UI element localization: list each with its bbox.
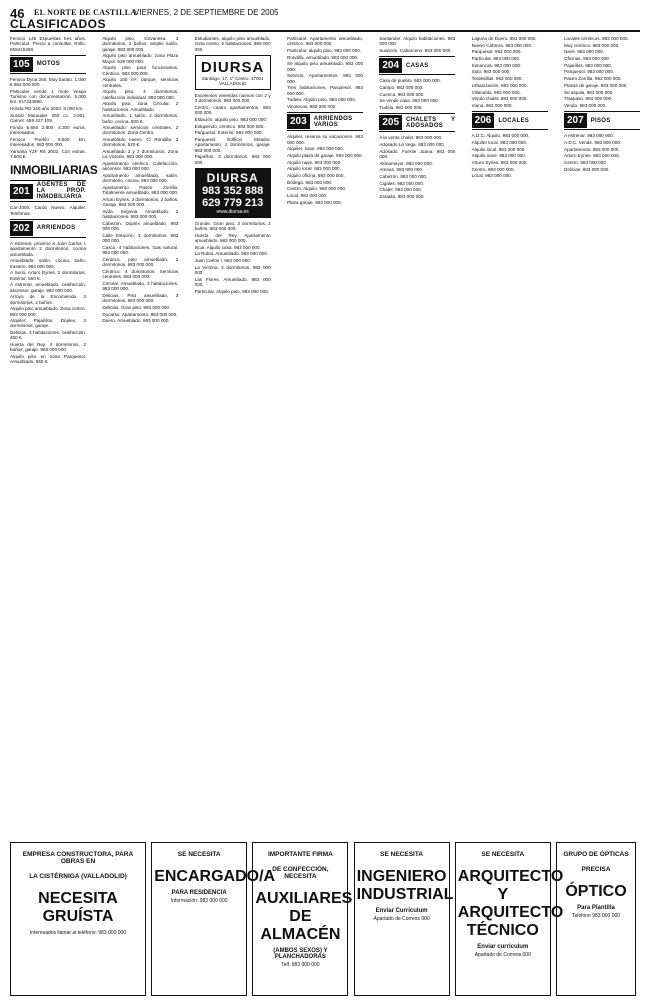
ad-contact: Apartado de Correos 000 [474, 952, 531, 958]
classified-ad: Arturo Eyries. 983 000 000. [471, 159, 528, 165]
section-heading [10, 219, 86, 238]
classified-ad: Duero. Amueblado. 983 000 000. [102, 318, 170, 324]
classified-ad: Centro. Alquilo. 983 000 000. [287, 186, 347, 192]
classified-ad: Plaza garaje. 983 000 000. [287, 199, 342, 205]
classified-ad: Alquilo local. 983 000 000. [471, 146, 526, 152]
section-name: LOCALES [498, 117, 530, 124]
classified-ad: Tres habitaciones, Parquesol. 983 000 000. [287, 85, 363, 96]
page-number: 46 [10, 6, 25, 21]
classified-ad: Amueblado nuevo. C/ Rondilla. 3 dormitorios. 520 €. [102, 137, 179, 148]
classified-ad: Ducarso. Apartamento. 983 000 000. [102, 311, 178, 317]
classified-ad: Casco. 4 habitaciones. Gas natural. 983 000 000. [102, 245, 179, 256]
classified-ad: A.D.C. Vende. 983 000 000. [564, 139, 622, 145]
section-name: CASAS [406, 62, 429, 69]
ad-title: ARQUITECTO Y ARQUITECTO TÉCNICO [457, 868, 564, 939]
ad-subtitle: Para Plantilla [577, 905, 615, 911]
classified-ad: Vendo. 983 000 000. [564, 102, 607, 108]
classified-ad: Pajarillos. 983 000 000. [564, 62, 613, 68]
agency-logo: DIURSA [200, 58, 265, 76]
ad-headline: SE NECESITA [177, 851, 221, 858]
agency-phone: 983 352 888 [202, 184, 264, 197]
classified-ad: Casa de pueblo. 983 000 000. [379, 78, 441, 84]
classified-ad: Apartamento. 983 000 000. [564, 146, 620, 152]
classified-ad: A estrenar, amueblado, calefacción, ascensor, garaje. 983 000 000. [10, 282, 86, 293]
display-ad [10, 842, 146, 996]
classified-ad: Alquilo local. 983 000 000. [287, 166, 341, 172]
classified-ad: Aldeamayor. 983 000 000. [379, 160, 433, 166]
ad-headline: LA CISTÉRNIGA (VALLADOLID) [29, 873, 127, 880]
classified-ad: Amueblado: salón, cocina, baño, trastero. 983 000 000. [10, 258, 86, 269]
classified-ad: Tudela. 983 000 000. [379, 105, 423, 111]
ad-title: ÓPTICO [565, 883, 627, 900]
classified-ad: Calle Estación, 3 dormitorios. 983 000 000. [102, 233, 179, 244]
classified-ad: Adosado. Fuente Juana. 983 000 000. [379, 148, 456, 159]
classified-ad: Circular. Amueblado, 3 habitaciones. 983 000 000. [102, 280, 179, 292]
ad-headline: SE NECESITA [481, 851, 525, 858]
classified-ad: Paseo Zorrilla. 983 000 000. [564, 76, 622, 82]
classified-ad: Apartamento Paseo Zorrilla. Totalmente amueblado. 983 000 000. [102, 185, 179, 196]
classified-ad: Cabezón. 983 000 000. [379, 174, 428, 180]
classified-ad: Huerta del Rey. 4 dormitorios, 2 baños, garaje. 983 000 000. [10, 342, 86, 353]
classified-ad: Alquilo plaza de garaje. 983 000 000. [287, 152, 363, 158]
classified-ad: Iscar. Alquilo casa. 983 000 000. [194, 244, 261, 250]
ad-title: INGENIERO INDUSTRIAL [356, 868, 454, 903]
classified-ad: Vendo chalet. 983 000 000. [471, 96, 528, 102]
classified-column [10, 36, 98, 838]
classified-ad: Alquilo piso, zona Circular. 2 habitaciones. Amueblado. [102, 101, 179, 112]
classified-ad: Las Flores. Amueblado. 983 000 000. [194, 276, 271, 288]
agency-banner [195, 55, 271, 90]
classified-ad: Yamaha YZF R6 2002. Con extras. 7.500 €. [10, 148, 86, 160]
classified-ad: Arenas. 983 000 000. [379, 167, 424, 173]
section-number: 205 [379, 115, 402, 130]
classified-ad: A estrenar. 983 000 000. [564, 133, 615, 139]
classified-ad: A Serió, Arturo Eyries. 2 dormitorios. Exterior. 560 €. [10, 270, 86, 281]
display-ad [252, 842, 353, 996]
classified-ad: Chalet. 983 000 000. [379, 187, 422, 193]
classified-ad: Soto. 983 000 000. [471, 69, 511, 75]
section-name: PISOS [590, 117, 611, 124]
classified-ad: Amueblado 3 y 2 dormitorios. Zona La Victoria. 983 000 000. [102, 149, 179, 160]
classified-ad: Alquilo nave. 983 000 000. [287, 159, 342, 165]
classified-ad: Bodega. 983 000 000. [287, 179, 333, 185]
newspaper-name: EL NORTE DE CASTILLA [34, 8, 137, 17]
section-heading [10, 180, 86, 202]
ad-headline: GRUPO DE ÓPTICAS [563, 851, 629, 858]
ad-subtitle: (AMBOS SEXOS) Y PLANCHADORAS [273, 948, 328, 960]
classified-ad: Arturo Eyries. 983 000 000. [564, 153, 620, 159]
ad-title: AUXILIARES DE ALMACÉN [255, 890, 353, 943]
section-name: MOTOS [36, 61, 61, 68]
classified-ad: Parquesol. 983 000 000. [564, 69, 615, 75]
classified-ad: Villanubla. 983 000 000. [471, 89, 521, 95]
classified-ad: Particular vende 1 moto Vespa Turismo con documentación. 5.000 km. 617234890. [10, 88, 86, 105]
classified-ad: La Rubia. Amueblado. 983 000 000. [194, 251, 268, 257]
classified-column [379, 36, 455, 838]
classified-ad: Muy céntrico. 983 000 000. [564, 42, 620, 48]
display-ad [455, 842, 564, 996]
classified-ad: Vinotecas. 983 000 000. [287, 104, 337, 109]
classified-ad: Adosado La Vega. 983 000 000. [379, 142, 445, 148]
section-heading [379, 56, 455, 75]
classified-ad: Local. 983 000 000. [287, 193, 328, 199]
ad-title: ENCARGADO/A [154, 868, 276, 885]
classified-ad: Huerta del Rey. Apartamento amueblado. 983 000 000. [194, 232, 271, 244]
section-number: 105 [10, 57, 33, 72]
section-heading [10, 55, 86, 74]
section-number: 204 [379, 58, 402, 73]
classified-ad: Fondo 5.650 2.800. 4.300 euros. Interesados. [10, 124, 86, 136]
section-name: CHALETS Y ADOSADOS [406, 116, 456, 129]
classified-ad: Fenoco Dyna 250. Muy barato. 1.000 € 983 000 000. [10, 76, 86, 88]
classified-column [102, 36, 178, 838]
classified-ad: Delicias. Gran piso. 983 000 000. [102, 304, 171, 310]
classified-ad: Centro. 983 000 000. [471, 166, 515, 172]
classified-ad: Alquiler local. 983 000 000. [471, 139, 528, 145]
classified-ad: Alquilo piso, 4 dormitorios, calefacción individual. 983 000 000. [102, 89, 179, 100]
classified-ad: Delicias. 3 habitaciones, calefacción. 450 €. [10, 330, 86, 341]
classified-ad: Nave. 983 000 000. [564, 49, 605, 55]
classified-ad: Céntrico. 4 dormitorios. Servicios centrales. 983 000 000. [102, 269, 179, 280]
classified-ad: Alquilo oficina. 983 000 000. [287, 173, 345, 179]
section-number: 201 [10, 184, 33, 199]
classified-ad: La Victoria. 2 dormitorios. 983 000 000. [194, 264, 271, 276]
classified-ad: Parquesol. Exterior. 983 000 000. [194, 130, 263, 136]
classified-ad: Alquiler: Pajarillos. Dúplex, 3 dormitorios, garaje. [10, 318, 86, 329]
classified-ad: Delicias. Piso amueblado, 3 dormitorios. 983 000 000. [102, 292, 179, 304]
classified-ad: A estrenar, próximo a Juan Carlos I, apartamento 2 dormitorios, cocina amueblada. [10, 240, 86, 257]
classified-ad: Cabezón. Dúplex amueblado. 983 000 000. [102, 221, 179, 232]
classified-ad: Particular. 983 000 000. [471, 56, 521, 62]
agency-address: Santiago, 17, 1º Centro. 47001 VALLADOLID [201, 75, 264, 86]
section-title: CLASIFICADOS [10, 17, 106, 31]
section-name: ARRIENDOS VARIOS [313, 115, 353, 128]
classified-ad: Parquesol. 983 000 000. [471, 49, 522, 55]
classified-ad: Honda RD 340 año 2003. 8.000 km. [10, 106, 84, 112]
ad-contact: Información: 983 000 000 [170, 898, 228, 904]
display-ad [556, 842, 636, 996]
classified-ad: Centro, cuatro apartamentos. 983 000 000. [194, 104, 271, 116]
classified-ad: Alquilo 100 m², parque, servicios centrales. [102, 77, 179, 88]
section-heading [287, 112, 363, 131]
classified-ad: Fenoco Pueblo 9.500 km. Interesados. 983 000 000. [10, 136, 86, 148]
classified-ad: Avda. Segovia. Amueblado. 2 habitaciones. 983 000 000. [102, 209, 179, 220]
ad-contact: Interesados llamar al teléfono: 983 000 000 [29, 930, 127, 936]
ad-headline: DE CONFECCIÓN, NECESITA [272, 866, 329, 880]
section-number: 206 [472, 113, 495, 128]
classified-ad: Se vende casa. 983 000 000. [379, 98, 440, 104]
classified-ad: Excelentes viviendas nuevas con 2 y 3 dormitorios. 983 000 000. [194, 92, 271, 104]
classified-ad: A.D.C. Alquilo. 983 000 000. [471, 133, 530, 139]
section-number: 207 [564, 113, 587, 128]
classified-ad: Juan Carlos I. 983 000 000. [194, 258, 252, 264]
classified-ad: Tordesillas. 983 000 000. [471, 76, 523, 82]
classified-ad: Cigales. 983 000 000. [379, 180, 425, 186]
classified-column [287, 36, 363, 838]
classified-ad: A la venta chalet. 983 000 000. [379, 135, 443, 141]
classified-ad: Se alquila piso amueblado. 983 000 000. [287, 61, 363, 72]
classified-ad: Céntrico, piso amueblado, 2 dormitorios. 983 000 000. [102, 257, 179, 268]
classified-ad: Tudela, Alquilo piso. 983 000 000. [287, 97, 357, 103]
classified-ad: Se alquila. 983 000 000. [564, 89, 614, 95]
classified-ad: Alquiler, reserva su vacaciones. 983 000 000. [287, 134, 363, 145]
classified-ad: Pajarillos. 3 dormitorios. 983 000 000. [194, 154, 271, 165]
classified-ad: Particular, alquilo piso. 983 000 000. [287, 47, 362, 53]
classified-ad: Car-2000. Cardo Nuevo. Alquiler. Teléfonos. [10, 205, 86, 216]
classified-ad: Amueblado. 1 salón, 2 dormitorios, baño, cocina. 600 €. [102, 113, 179, 124]
agency-logo: DIURSA [206, 170, 259, 185]
classified-ad: Alquiler, nave. 983 000 000. [287, 146, 344, 152]
classified-ad: Locales céntricos. 983 000 000. [564, 36, 629, 41]
classified-ad: Campo. 983 000 000. [379, 84, 424, 90]
classified-ad: Local. 983 000 000. [471, 173, 513, 179]
classified-ad: Centro. 983 000 000. [564, 159, 608, 165]
classified-ad: Nuevo Cabrera. 983 000 000. [471, 42, 533, 48]
issue-date: VIERNES, 2 DE SEPTIEMBRE DE 2005 [134, 8, 279, 17]
agency-phone-2: 629 779 213 [202, 196, 264, 209]
section-heading [472, 111, 548, 130]
ad-headline: EMPRESA CONSTRUCTORA, PARA OBRAS EN [22, 851, 134, 865]
classified-ad: Rondilla, amueblado. 983 000 000. [287, 54, 359, 60]
classified-ad: Cuenca. 983 000 000. [379, 91, 425, 97]
classified-ad: Alquilo piso amueblado, zona Plaza Mayor. 629 000 000. [102, 53, 179, 64]
display-ads-row [10, 842, 640, 1000]
classified-column [564, 36, 640, 838]
section-number: 203 [287, 114, 310, 129]
ad-subtitle: Enviar currículum [477, 944, 529, 950]
classified-ad: Santander. Alquilo habitaciones. 983 000 000. [379, 36, 456, 47]
classified-ad: Oficinas. 983 000 000. [564, 56, 610, 62]
classified-ad: Apartamento amueblado, salón, dormitorio, cocina. 983 000 000. [102, 173, 179, 184]
ad-contact: Teléfono 983 000 000 [571, 913, 621, 919]
classified-ad: Simancas. 983 000 000. [471, 62, 522, 68]
ad-subtitle: Enviar Currículum [375, 908, 428, 914]
display-ad [354, 842, 454, 996]
classified-column [472, 36, 548, 838]
display-ad [151, 842, 276, 996]
section-number: 202 [10, 221, 33, 236]
classified-ad: Alquilo piso para funcionarios. Céntrico. 983 000 000. [102, 65, 179, 76]
classified-ad: Estudiantes, alquilo piso amueblado, zona centro. 5 habitaciones. 983 000 000. [194, 36, 271, 52]
classified-ad: Estupendo, céntrico. 983 000 000. [194, 123, 265, 129]
classified-column [195, 36, 271, 838]
agency-phone-banner [195, 168, 271, 218]
classified-ad: Particular. Apartamento amueblado, céntrico. 983 000 000. [287, 36, 363, 47]
classified-ad: Suzuki Marauder 250 cc, 2.001. Carnet. 659 427 109. [10, 112, 86, 124]
classified-ad: Alquilo nave. 983 000 000. [471, 153, 527, 159]
agency-website: www.diursa.es [216, 208, 249, 215]
classified-ad: Plazas de garaje. 983 000 000. [564, 82, 628, 88]
classified-ad: Arroyo de la Encomienda. 3 dormitorios, 2 baños. [10, 294, 86, 305]
classified-ad: Suances. Cabarceno. 983 000 000. [379, 47, 452, 53]
classified-ad: Arturo Eyries. 3 dormitorios, 2 baños. Garaje. 983 000 000. [102, 197, 179, 208]
classified-ad: Alquilo piso, Govanesa. 3 dormitorios, 2 baños, amplio salón, garaje. 983 000 000. [102, 36, 179, 52]
classified-ad: Zaratán. 983 000 000. [379, 194, 425, 200]
classified-columns [10, 36, 640, 838]
classified-ad: Apartamento céntrico. Calefacción, ascensor. 983 000 000. [102, 161, 179, 172]
ad-headline: SE NECESITA [380, 851, 424, 858]
classified-ad: Laguna de Duero. 983 000 000. [471, 36, 537, 41]
classified-ad: Fenoco 146 Espuelitas tres años. Particular. Precio a consultar. Rollo. 659416269. [10, 36, 86, 52]
classified-ad: Traspaso. 983 000 000. [564, 96, 613, 102]
ad-headline: IMPORTANTE FIRMA [267, 851, 333, 858]
ad-headline: PRECISA [581, 866, 611, 873]
classified-ad: Delicias. 983 000 000. [564, 166, 610, 172]
classified-ad: Urbanización. 983 000 000. [471, 82, 528, 88]
section-heading [379, 113, 455, 132]
classified-ad: Parquesol Edificio Mirador. Apartamento, 2 dormitorios, garaje. 983 000 000. [194, 136, 271, 153]
section-name: ARRIENDOS [36, 225, 76, 232]
classified-ad: Viana. 983 000 000. [471, 102, 513, 108]
classified-ad: Amueblado: servicios centrales. 2 dormitorios. Zona Centro. [102, 125, 179, 136]
section-name: AGENTES DE LA PROP. INMOBILIARIA [36, 182, 86, 201]
classified-ad: Particular. Alquilo piso. 983 000 000. [194, 288, 269, 294]
classified-ad: Alquilo piso en zona Parquesol. Amueblado. 650 €. [10, 354, 86, 365]
classified-ad: Grande. Gran piso, 3 dormitorios, 2 baños. 983 000 000. [194, 220, 271, 232]
ad-title: NECESITA GRUÍSTA [38, 890, 118, 925]
section-heading [564, 111, 640, 130]
category-heading: INMOBILIARIAS [10, 163, 98, 178]
classified-ad: Alquilo piso amueblado. Zona centro. 983 000 000. [10, 306, 86, 317]
classified-ad: Servicio. Apartamentos. 983 000 000. [287, 73, 363, 84]
page-header [10, 6, 640, 32]
ad-contact: Telf. 983 000 000 [281, 962, 320, 968]
classified-ad: Estación, alquilo piso. 983 000 000. [194, 116, 268, 122]
ad-subtitle: PARA RESIDENCIA [171, 890, 227, 896]
ad-contact: Apartado de Correos 000 [373, 916, 430, 922]
